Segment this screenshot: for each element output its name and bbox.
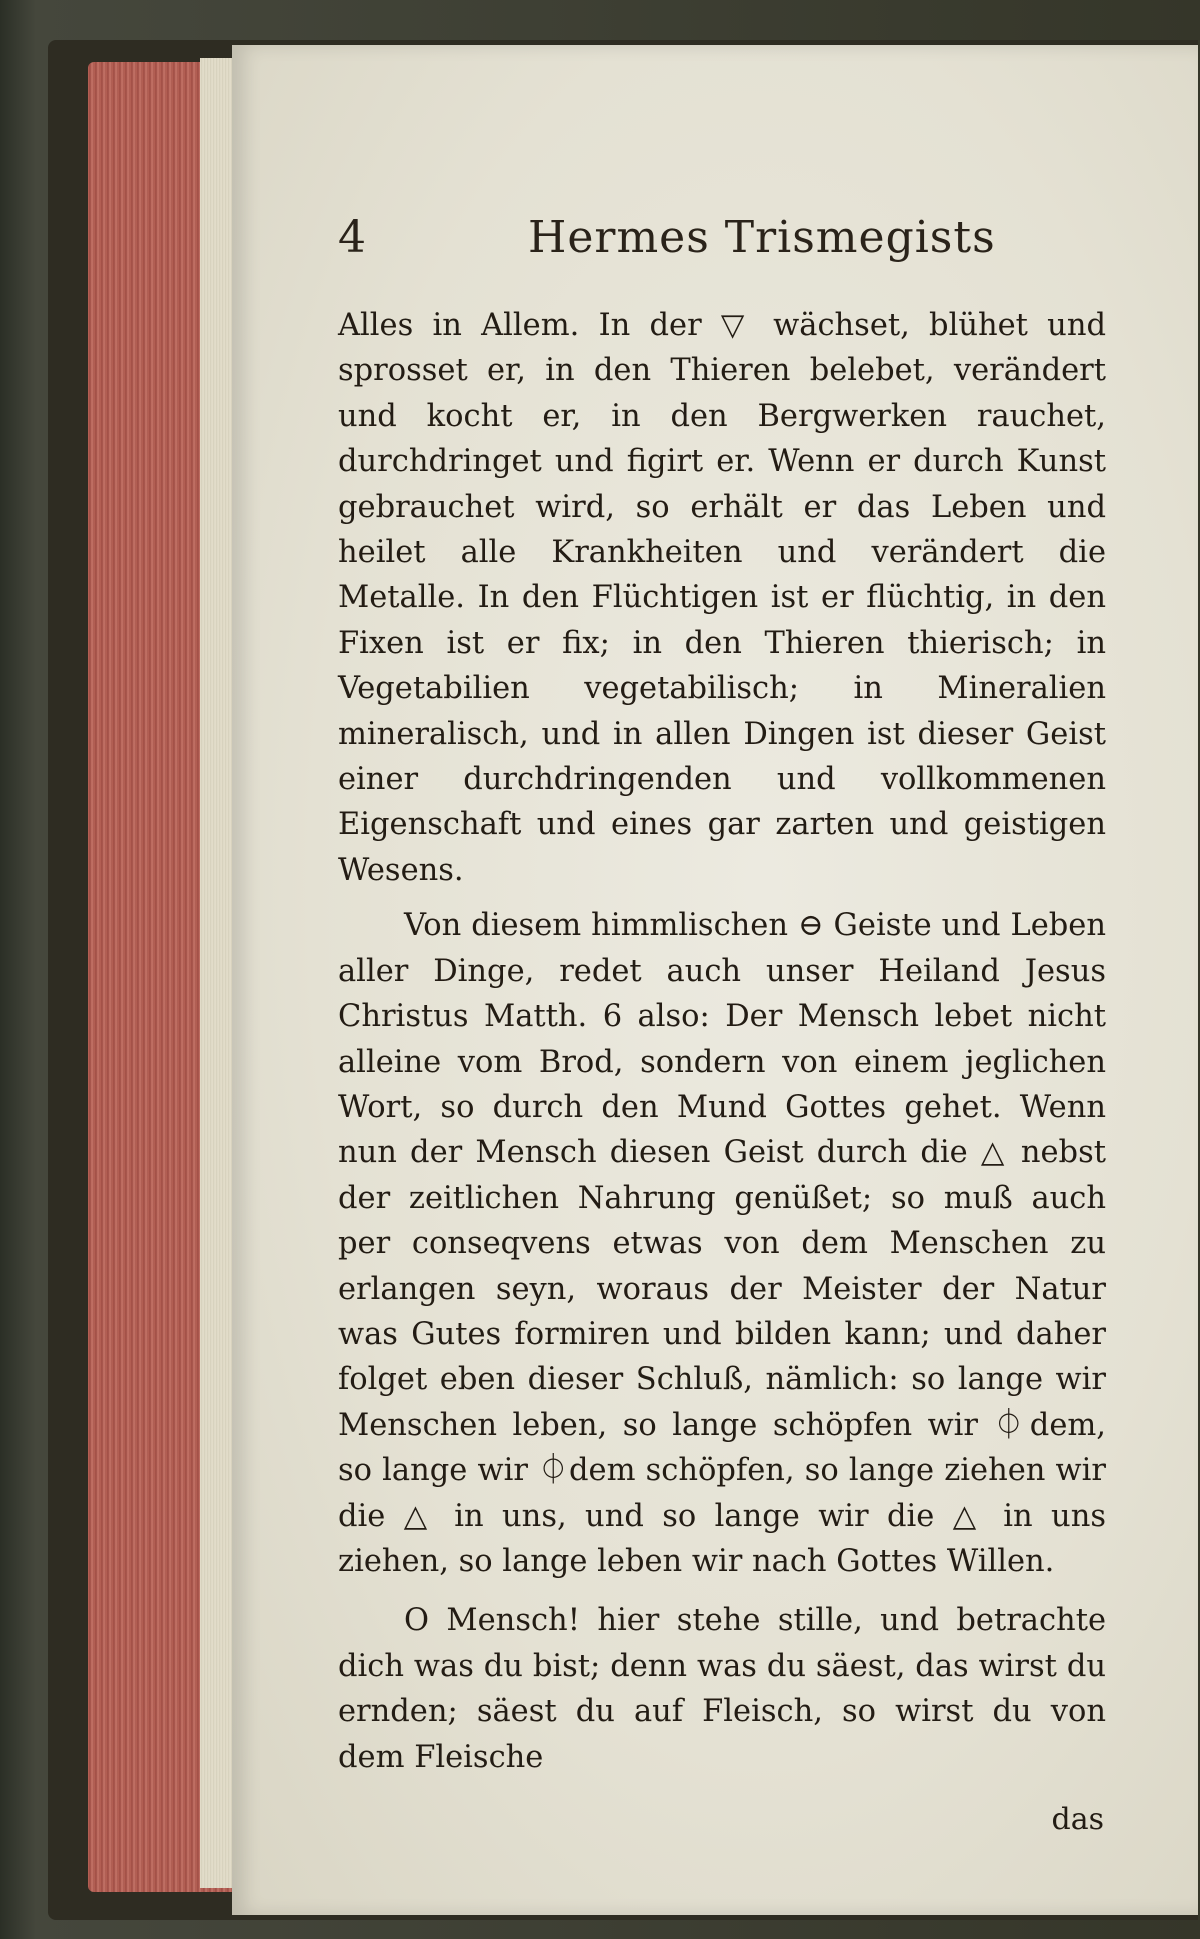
catchword: das [1051, 1802, 1104, 1837]
paragraph-2: Von diesem himmlischen ⊖ Geiste und Leben aller Dinge, redet auch unser Heiland Jesus Christus Matth. 6 also: Der Mensch lebet nicht alleine vom Brod, sondern von einem jeglichen Wort, so durch den Mund Gottes gehet. Wenn nun der Mensch diesen Geist durch die △ nebst der zeitlichen Nahrung genüßet; so muß auch per conseqvens etwas von dem Menschen zu erlangen seyn, woraus der Meister der Natur was Gutes formiren und bilden kann; und daher folget eben dieser Schluß, nämlich: so lange wir Menschen leben, so lange schöpfen wir ⏀dem, so lange wir ⏀dem schöpfen, so lange ziehen wir die △ in uns, und so lange wir die △ in uns ziehen, so lange leben wir nach Gottes Willen. [338, 908, 1106, 1579]
body-text [338, 303, 1106, 1780]
running-title: Hermes Trismegists [528, 212, 996, 263]
page-number: 4 [338, 212, 366, 263]
paragraph-1: Alles in Allem. In der ▽ wächset, blühet und sprosset er, in den Thieren belebet, verändert und kocht er, in den Bergwerken rauchet, durchdringet und figirt er. Wenn er durch Kunst gebrauchet wird, so erhält er das Leben und heilet alle Krankheiten und verändert die Metalle. In den Flüchtigen ist er flüchtig, in den Fixen ist er fix; in den Thieren thierisch; in Vegetabilien vegetabilisch; in Mineralien mineralisch, und in allen Dingen ist dieser Geist einer durchdringenden und vollkommenen Eigenschaft und eines gar zarten und geistigen Wesens. [338, 308, 1106, 888]
paragraph-3: O Mensch! hier stehe stille, und betrachte dich was du bist; denn was du säest, das wirst du ernden; säest du auf Fleisch, so wirst du von dem Fleische [338, 1603, 1106, 1775]
